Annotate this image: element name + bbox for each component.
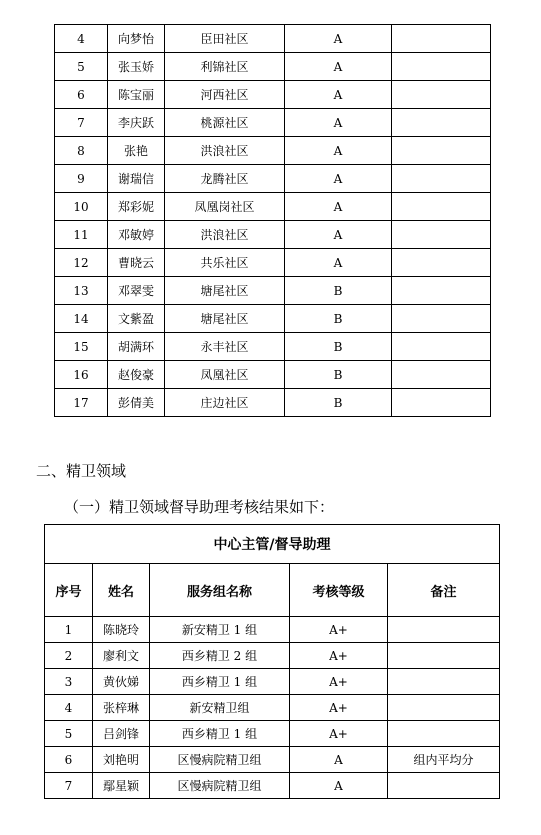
cell-name: 张梓琳 xyxy=(93,695,150,721)
cell-index: 14 xyxy=(55,305,108,333)
cell-group: 永丰社区 xyxy=(165,333,285,361)
cell-remark xyxy=(392,137,491,165)
table-title: 中心主管/督导助理 xyxy=(45,525,500,564)
cell-group: 凤凰岗社区 xyxy=(165,193,285,221)
cell-grade: A xyxy=(285,193,392,221)
community-assessment-table-body xyxy=(55,25,491,417)
cell-index: 10 xyxy=(55,193,108,221)
header-remark: 备注 xyxy=(388,564,500,617)
cell-remark xyxy=(392,53,491,81)
table-row xyxy=(55,25,491,53)
cell-name: 郑彩妮 xyxy=(108,193,165,221)
cell-name: 陈宝丽 xyxy=(108,81,165,109)
cell-grade: A xyxy=(285,81,392,109)
cell-group: 凤凰社区 xyxy=(165,361,285,389)
cell-grade: A xyxy=(285,249,392,277)
cell-remark xyxy=(392,165,491,193)
cell-index: 6 xyxy=(55,81,108,109)
cell-name: 张艳 xyxy=(108,137,165,165)
cell-grade: A xyxy=(285,137,392,165)
cell-name: 陈晓玲 xyxy=(93,617,150,643)
cell-index: 16 xyxy=(55,361,108,389)
subsection-heading: （一）精卫领域督导助理考核结果如下： xyxy=(64,498,335,516)
table-row xyxy=(55,305,491,333)
table-row xyxy=(45,617,500,643)
community-assessment-table xyxy=(54,24,491,417)
cell-name: 胡满环 xyxy=(108,333,165,361)
cell-grade: A+ xyxy=(290,695,388,721)
cell-remark xyxy=(388,643,500,669)
cell-grade: B xyxy=(285,389,392,417)
cell-group: 塘尾社区 xyxy=(165,305,285,333)
cell-index: 13 xyxy=(55,277,108,305)
cell-remark xyxy=(388,721,500,747)
cell-name: 谢瑞信 xyxy=(108,165,165,193)
cell-name: 彭倩美 xyxy=(108,389,165,417)
cell-index: 17 xyxy=(55,389,108,417)
cell-grade: A xyxy=(285,165,392,193)
cell-name: 黄伙娣 xyxy=(93,669,150,695)
table-row xyxy=(55,277,491,305)
table-row xyxy=(55,81,491,109)
cell-remark xyxy=(388,617,500,643)
table-row xyxy=(55,165,491,193)
table-row xyxy=(55,53,491,81)
table-row xyxy=(45,721,500,747)
section-heading: 二、精卫领域 xyxy=(36,462,127,480)
cell-remark xyxy=(392,389,491,417)
cell-grade: A xyxy=(285,25,392,53)
cell-index: 2 xyxy=(45,643,93,669)
cell-group: 桃源社区 xyxy=(165,109,285,137)
header-group: 服务组名称 xyxy=(150,564,290,617)
cell-name: 刘艳明 xyxy=(93,747,150,773)
cell-group: 塘尾社区 xyxy=(165,277,285,305)
cell-grade: A xyxy=(285,221,392,249)
table-row xyxy=(55,137,491,165)
table-row xyxy=(45,695,500,721)
cell-group: 龙腾社区 xyxy=(165,165,285,193)
cell-remark xyxy=(392,221,491,249)
mental-health-assessment-table-body xyxy=(45,617,500,799)
cell-index: 12 xyxy=(55,249,108,277)
cell-group: 洪浪社区 xyxy=(165,221,285,249)
cell-remark: 组内平均分 xyxy=(388,747,500,773)
cell-name: 邓翠雯 xyxy=(108,277,165,305)
cell-name: 向梦怡 xyxy=(108,25,165,53)
cell-group: 洪浪社区 xyxy=(165,137,285,165)
table-row xyxy=(55,333,491,361)
cell-remark xyxy=(392,193,491,221)
table-row xyxy=(45,669,500,695)
cell-group: 西乡精卫 1 组 xyxy=(150,669,290,695)
table-header-row xyxy=(45,564,500,617)
cell-group: 河西社区 xyxy=(165,81,285,109)
cell-remark xyxy=(392,305,491,333)
cell-name: 吕剑锋 xyxy=(93,721,150,747)
table-row xyxy=(55,361,491,389)
cell-name: 李庆跃 xyxy=(108,109,165,137)
cell-remark xyxy=(392,81,491,109)
cell-grade: A xyxy=(285,53,392,81)
cell-name: 邓敏婷 xyxy=(108,221,165,249)
table-row xyxy=(55,193,491,221)
cell-grade: A+ xyxy=(290,643,388,669)
header-grade: 考核等级 xyxy=(290,564,388,617)
cell-index: 5 xyxy=(55,53,108,81)
header-index: 序号 xyxy=(45,564,93,617)
cell-remark xyxy=(392,277,491,305)
cell-index: 5 xyxy=(45,721,93,747)
cell-remark xyxy=(392,25,491,53)
cell-remark xyxy=(388,773,500,799)
cell-group: 臣田社区 xyxy=(165,25,285,53)
cell-grade: B xyxy=(285,305,392,333)
cell-group: 庄边社区 xyxy=(165,389,285,417)
cell-grade: B xyxy=(285,277,392,305)
table-row xyxy=(55,389,491,417)
cell-index: 3 xyxy=(45,669,93,695)
cell-remark xyxy=(388,695,500,721)
cell-name: 廖利文 xyxy=(93,643,150,669)
cell-grade: B xyxy=(285,333,392,361)
cell-index: 1 xyxy=(45,617,93,643)
cell-grade: B xyxy=(285,361,392,389)
cell-index: 8 xyxy=(55,137,108,165)
cell-remark xyxy=(392,333,491,361)
table-title-row xyxy=(45,525,500,564)
cell-remark xyxy=(388,669,500,695)
cell-group: 共乐社区 xyxy=(165,249,285,277)
cell-name: 曹晓云 xyxy=(108,249,165,277)
cell-remark xyxy=(392,249,491,277)
cell-remark xyxy=(392,361,491,389)
table-row xyxy=(55,109,491,137)
cell-grade: A xyxy=(290,747,388,773)
table-row xyxy=(55,221,491,249)
cell-grade: A+ xyxy=(290,721,388,747)
cell-group: 西乡精卫 2 组 xyxy=(150,643,290,669)
cell-index: 4 xyxy=(55,25,108,53)
cell-group: 区慢病院精卫组 xyxy=(150,773,290,799)
cell-group: 新安精卫 1 组 xyxy=(150,617,290,643)
cell-name: 赵俊豪 xyxy=(108,361,165,389)
cell-group: 新安精卫组 xyxy=(150,695,290,721)
cell-grade: A xyxy=(285,109,392,137)
cell-grade: A xyxy=(290,773,388,799)
cell-group: 西乡精卫 1 组 xyxy=(150,721,290,747)
cell-index: 7 xyxy=(55,109,108,137)
table-row xyxy=(45,773,500,799)
cell-index: 6 xyxy=(45,747,93,773)
table-row xyxy=(45,643,500,669)
table-row xyxy=(45,747,500,773)
cell-group: 利锦社区 xyxy=(165,53,285,81)
header-name: 姓名 xyxy=(93,564,150,617)
cell-remark xyxy=(392,109,491,137)
cell-index: 9 xyxy=(55,165,108,193)
cell-name: 鄢星颖 xyxy=(93,773,150,799)
mental-health-assessment-table xyxy=(44,524,500,799)
cell-name: 文紫盈 xyxy=(108,305,165,333)
cell-index: 15 xyxy=(55,333,108,361)
cell-index: 7 xyxy=(45,773,93,799)
cell-name: 张玉娇 xyxy=(108,53,165,81)
cell-group: 区慢病院精卫组 xyxy=(150,747,290,773)
cell-grade: A+ xyxy=(290,669,388,695)
table-row xyxy=(55,249,491,277)
cell-index: 11 xyxy=(55,221,108,249)
cell-index: 4 xyxy=(45,695,93,721)
cell-grade: A+ xyxy=(290,617,388,643)
